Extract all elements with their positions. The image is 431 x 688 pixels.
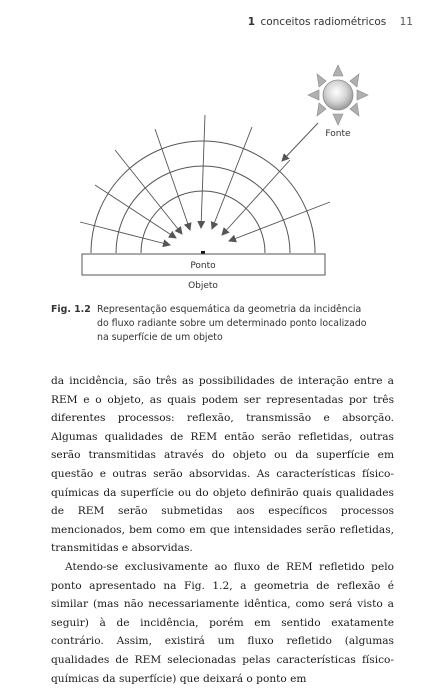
source-arrow (282, 123, 318, 161)
page-number: 11 (399, 16, 413, 28)
running-header (248, 16, 413, 28)
figure-caption (51, 303, 371, 345)
sun-source-icon (308, 65, 368, 125)
chapter-number: 1 (247, 16, 256, 28)
paragraph-1: da incidência, são três as possibilidades de interação entre a REM e o objeto, as quais podem ser representadas por três diferentes processos: reflexão, transmissão e absorção. Algumas qualidades de REM então serão refletidas, outras serão transmitidas através do objeto ou da superfície em questão e outras serão absorvidas. As características físico-químicas da superfície ou do objeto definirão quais qualidades de REM serão submetidas aos específicos processos mencionados, bem como em que intensidades serão refletidas, transmitidas e absorvidas. (51, 375, 394, 555)
caption-text: Representação esquemática da geometria da incidência do fluxo radiante sobre um determinado ponto localizado na superfície de um objeto (97, 304, 367, 343)
hemisphere-arcs (91, 141, 315, 253)
paragraph-2: Atendo-se exclusivamente ao fluxo de REM refletido pelo ponto apresentado na Fig. 1.2, a geometria de reflexão é similar (mas não necessariamente idêntica, como será visto a seguir) à de incidência, porém em sentido exatamente contrário. Assim, existirá um fluxo refletido (algumas qualidades de REM selecionadas pelas características físico-químicas da superfície) que deixará o ponto em (51, 560, 394, 685)
radiometric-geometry-figure (0, 60, 431, 295)
chapter-title: conceitos radiométricos (260, 16, 387, 28)
object-label: Objeto (188, 281, 218, 291)
figure-number: Fig. 1.2 (51, 304, 91, 315)
body-text (51, 372, 394, 688)
point-label: Ponto (190, 261, 216, 271)
source-label: Fonte (325, 129, 351, 139)
